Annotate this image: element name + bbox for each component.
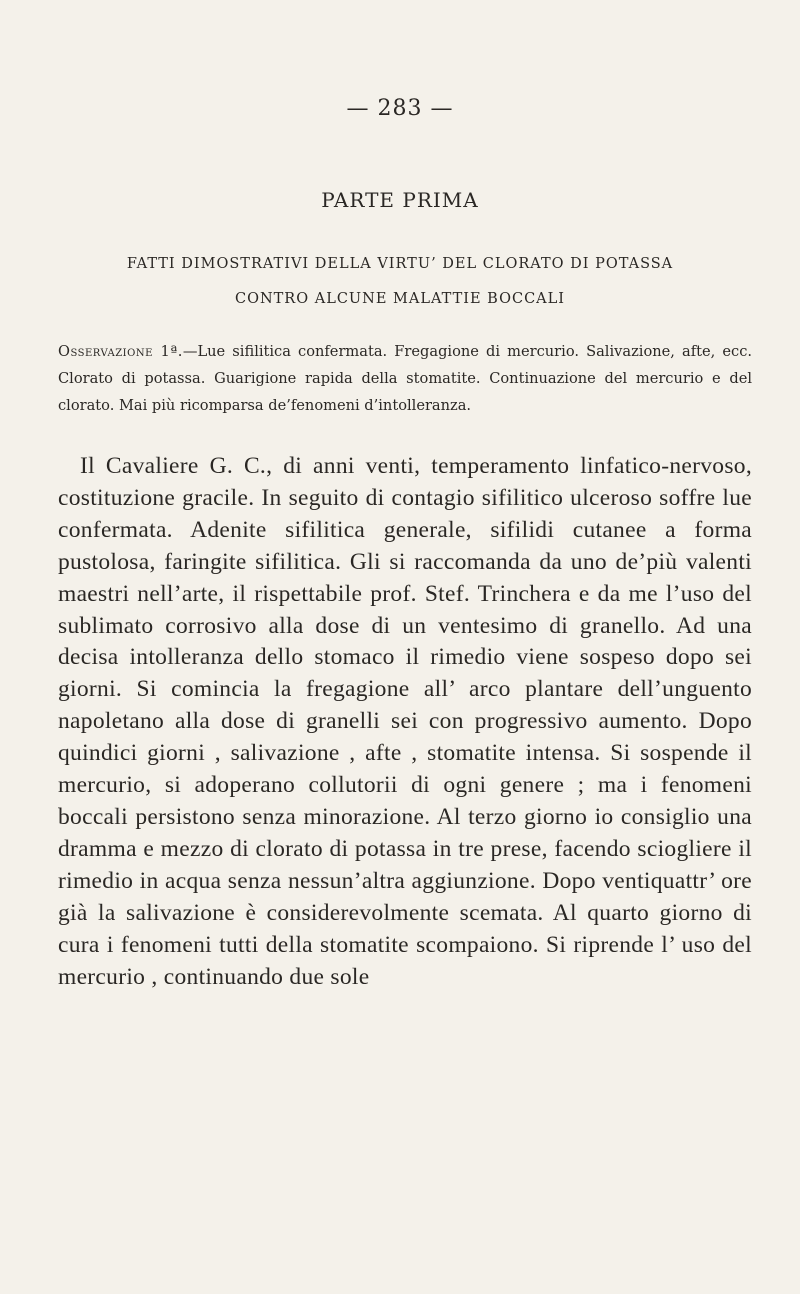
chapter-heading-line-1: FATTI DIMOSTRATIVI DELLA VIRTU’ DEL CLORATO DI POTASSA bbox=[126, 256, 674, 272]
page-number: — 283 — bbox=[346, 96, 454, 121]
observation-summary-text: —Lue sifilitica confermata. Fregagione di mercurio. Salivazione, afte, ecc. Clorato di potassa. Guarigione rapida della stomatite. Continuazione del mercurio e del clorato. Mai più ricomparsa de’fenomeni d’intolleranza. bbox=[58, 343, 753, 414]
body-paragraph: Il Cavaliere G. C., di anni venti, temperamento linfatico-nervoso, costituzione gracile. In seguito di contagio sifilitico ulceroso soffre lue confermata. Adenite sifilitica generale, sifilidi cutanee a forma pustolosa, faringite sifilitica. Gli si raccomanda da uno de’più valenti maestri nell’arte, il rispettabile prof. Stef. Trinchera e da me l’uso del sublimato corrosivo alla dose di un ventesimo di granello. Ad una decisa intolleranza dello stomaco il rimedio viene sospeso dopo sei giorni. Si comincia la fregagione all’ arco plantare dell’unguento napoletano alla dose di granelli sei con progressivo aumento. Dopo quindici giorni , salivazione , afte , stomatite intensa. Si sospende il mercurio, si adoperano collutorii di ogni genere ; ma i fenomeni boccali persistono senza minorazione. Al terzo giorno io consiglio una dramma e mezzo di clorato di potassa in tre prese, facendo sciogliere il rimedio in acqua senza nessun’altra aggiunzione. Dopo ventiquattr’ ore già la salivazione è considerevolmente scemata. Al quarto giorno di cura i fenomeni tutti della stomatite scompaiono. Si riprende l’ uso del mercurio , continuando due sole bbox=[58, 453, 752, 990]
chapter-heading-line-2: CONTRO ALCUNE MALATTIE BOCCALI bbox=[234, 291, 566, 307]
observation-label: Osservazione 1ª. bbox=[58, 343, 183, 360]
observation-summary bbox=[58, 338, 752, 419]
part-title: PARTE PRIMA bbox=[321, 188, 479, 212]
